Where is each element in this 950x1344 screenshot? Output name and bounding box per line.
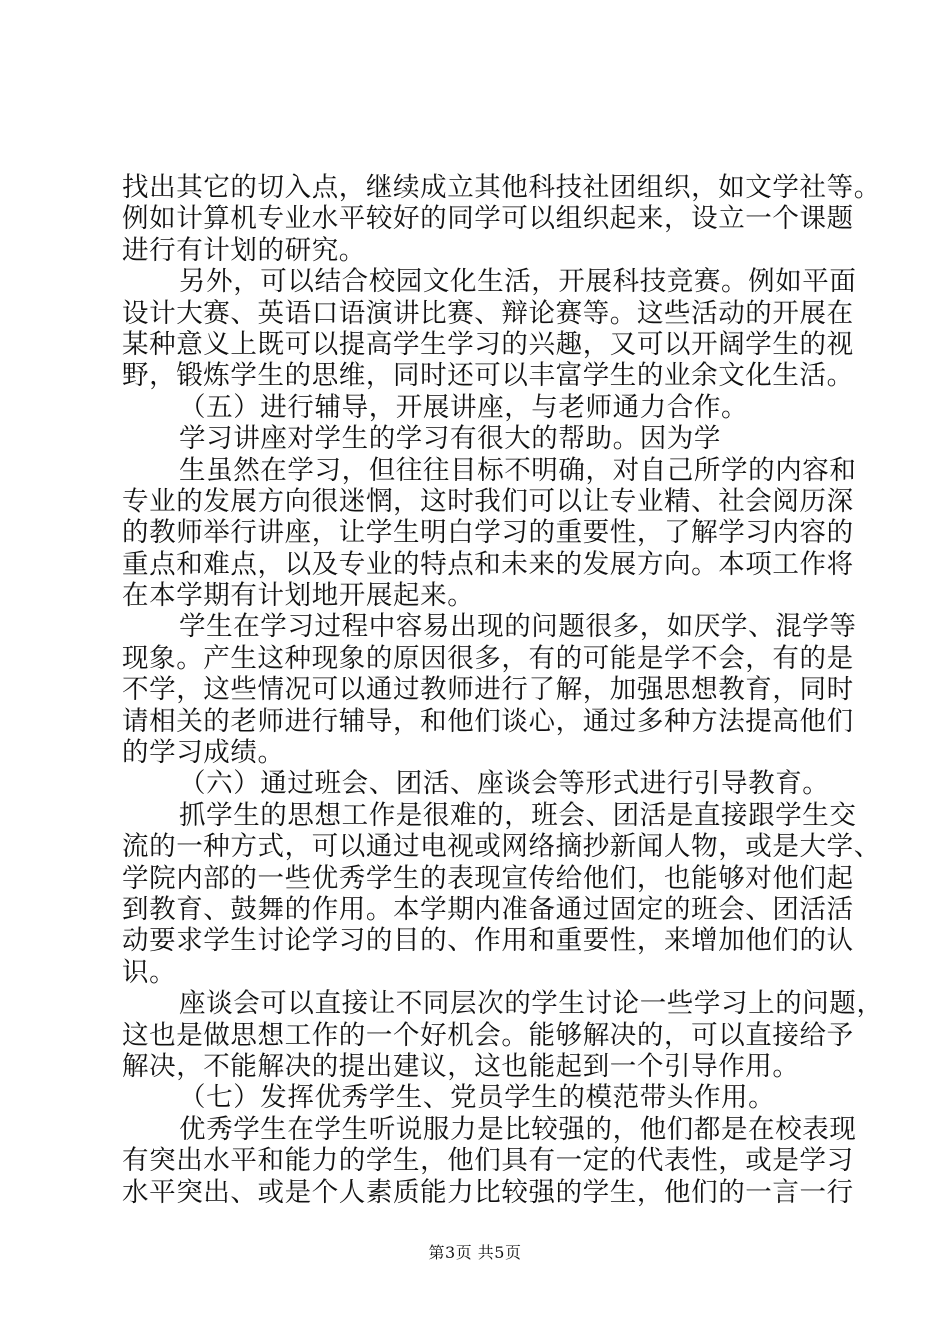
text-line: 有突出水平和能力的学生，他们具有一定的代表性，或是学习 xyxy=(122,1145,854,1177)
text-line: 请相关的老师进行辅导，和他们谈心，通过多种方法提高他们 xyxy=(122,705,854,737)
text-line: 座谈会可以直接让不同层次的学生讨论一些学习上的问题， xyxy=(179,988,884,1020)
text-line: 生虽然在学习，但往往目标不明确，对自己所学的内容和 xyxy=(179,454,857,486)
text-line: （七）发挥优秀学生、党员学生的模范带头作用。 xyxy=(179,1082,776,1114)
text-line: 设计大赛、英语口语演讲比赛、辩论赛等。这些活动的开展在 xyxy=(122,297,854,329)
document-body xyxy=(122,172,884,1208)
text-line: 的教师举行讲座，让学生明白学习的重要性，了解学习内容的 xyxy=(122,517,854,549)
text-line: 优秀学生在学生听说服力是比较强的，他们都是在校表现 xyxy=(179,1113,857,1145)
text-line: 学生在学习过程中容易出现的问题很多，如厌学、混学等 xyxy=(179,611,857,643)
text-line: 专业的发展方向很迷惘，这时我们可以让专业精、社会阅历深 xyxy=(122,485,854,517)
text-line: 另外，可以结合校园文化生活，开展科技竞赛。例如平面 xyxy=(179,266,857,298)
text-line: 识。 xyxy=(122,956,177,988)
text-line: 这也是做思想工作的一个好机会。能够解决的，可以直接给予 xyxy=(122,1019,854,1051)
page-number-footer: 第3页 共5页 xyxy=(428,1243,522,1262)
text-line: 找出其它的切入点，继续成立其他科技社团组织，如文学社等。 xyxy=(122,172,881,203)
text-line: 抓学生的思想工作是很难的，班会、团活是直接跟学生交 xyxy=(179,799,857,831)
text-line: （六）通过班会、团活、座谈会等形式进行引导教育。 xyxy=(179,768,830,800)
text-line: 例如计算机专业水平较好的同学可以组织起来，设立一个课题 xyxy=(122,203,854,235)
text-line: 某种意义上既可以提高学生学习的兴趣，又可以开阔学生的视 xyxy=(122,328,854,360)
text-line: 到教育、鼓舞的作用。本学期内准备通过固定的班会、团活活 xyxy=(122,893,854,925)
text-line: 现象。产生这种现象的原因很多，有的可能是学不会，有的是 xyxy=(122,642,854,674)
text-line: 动要求学生讨论学习的目的、作用和重要性，来增加他们的认 xyxy=(122,925,854,957)
text-line: 重点和难点，以及专业的特点和未来的发展方向。本项工作将 xyxy=(122,548,854,580)
text-line: 学院内部的一些优秀学生的表现宣传给他们，也能够对他们起 xyxy=(122,862,854,894)
text-line: 水平突出、或是个人素质能力比较强的学生，他们的一言一行 xyxy=(122,1176,854,1208)
text-line: 的学习成绩。 xyxy=(122,737,285,769)
text-line: 野，锻炼学生的思维，同时还可以丰富学生的业余文化生活。 xyxy=(122,360,854,392)
text-line: （五）进行辅导，开展讲座，与老师通力合作。 xyxy=(179,391,749,423)
text-line: 流的一种方式，可以通过电视或网络摘抄新闻人物，或是大学、 xyxy=(122,831,881,863)
text-line: 进行有计划的研究。 xyxy=(122,234,366,266)
text-line: 学习讲座对学生的学习有很大的帮助。因为学 xyxy=(179,423,721,455)
text-line: 在本学期有计划地开展起来。 xyxy=(122,580,475,612)
text-line: 不学，这些情况可以通过教师进行了解，加强思想教育，同时 xyxy=(122,674,854,706)
text-line: 解决，不能解决的提出建议，这也能起到一个引导作用。 xyxy=(122,1050,800,1082)
